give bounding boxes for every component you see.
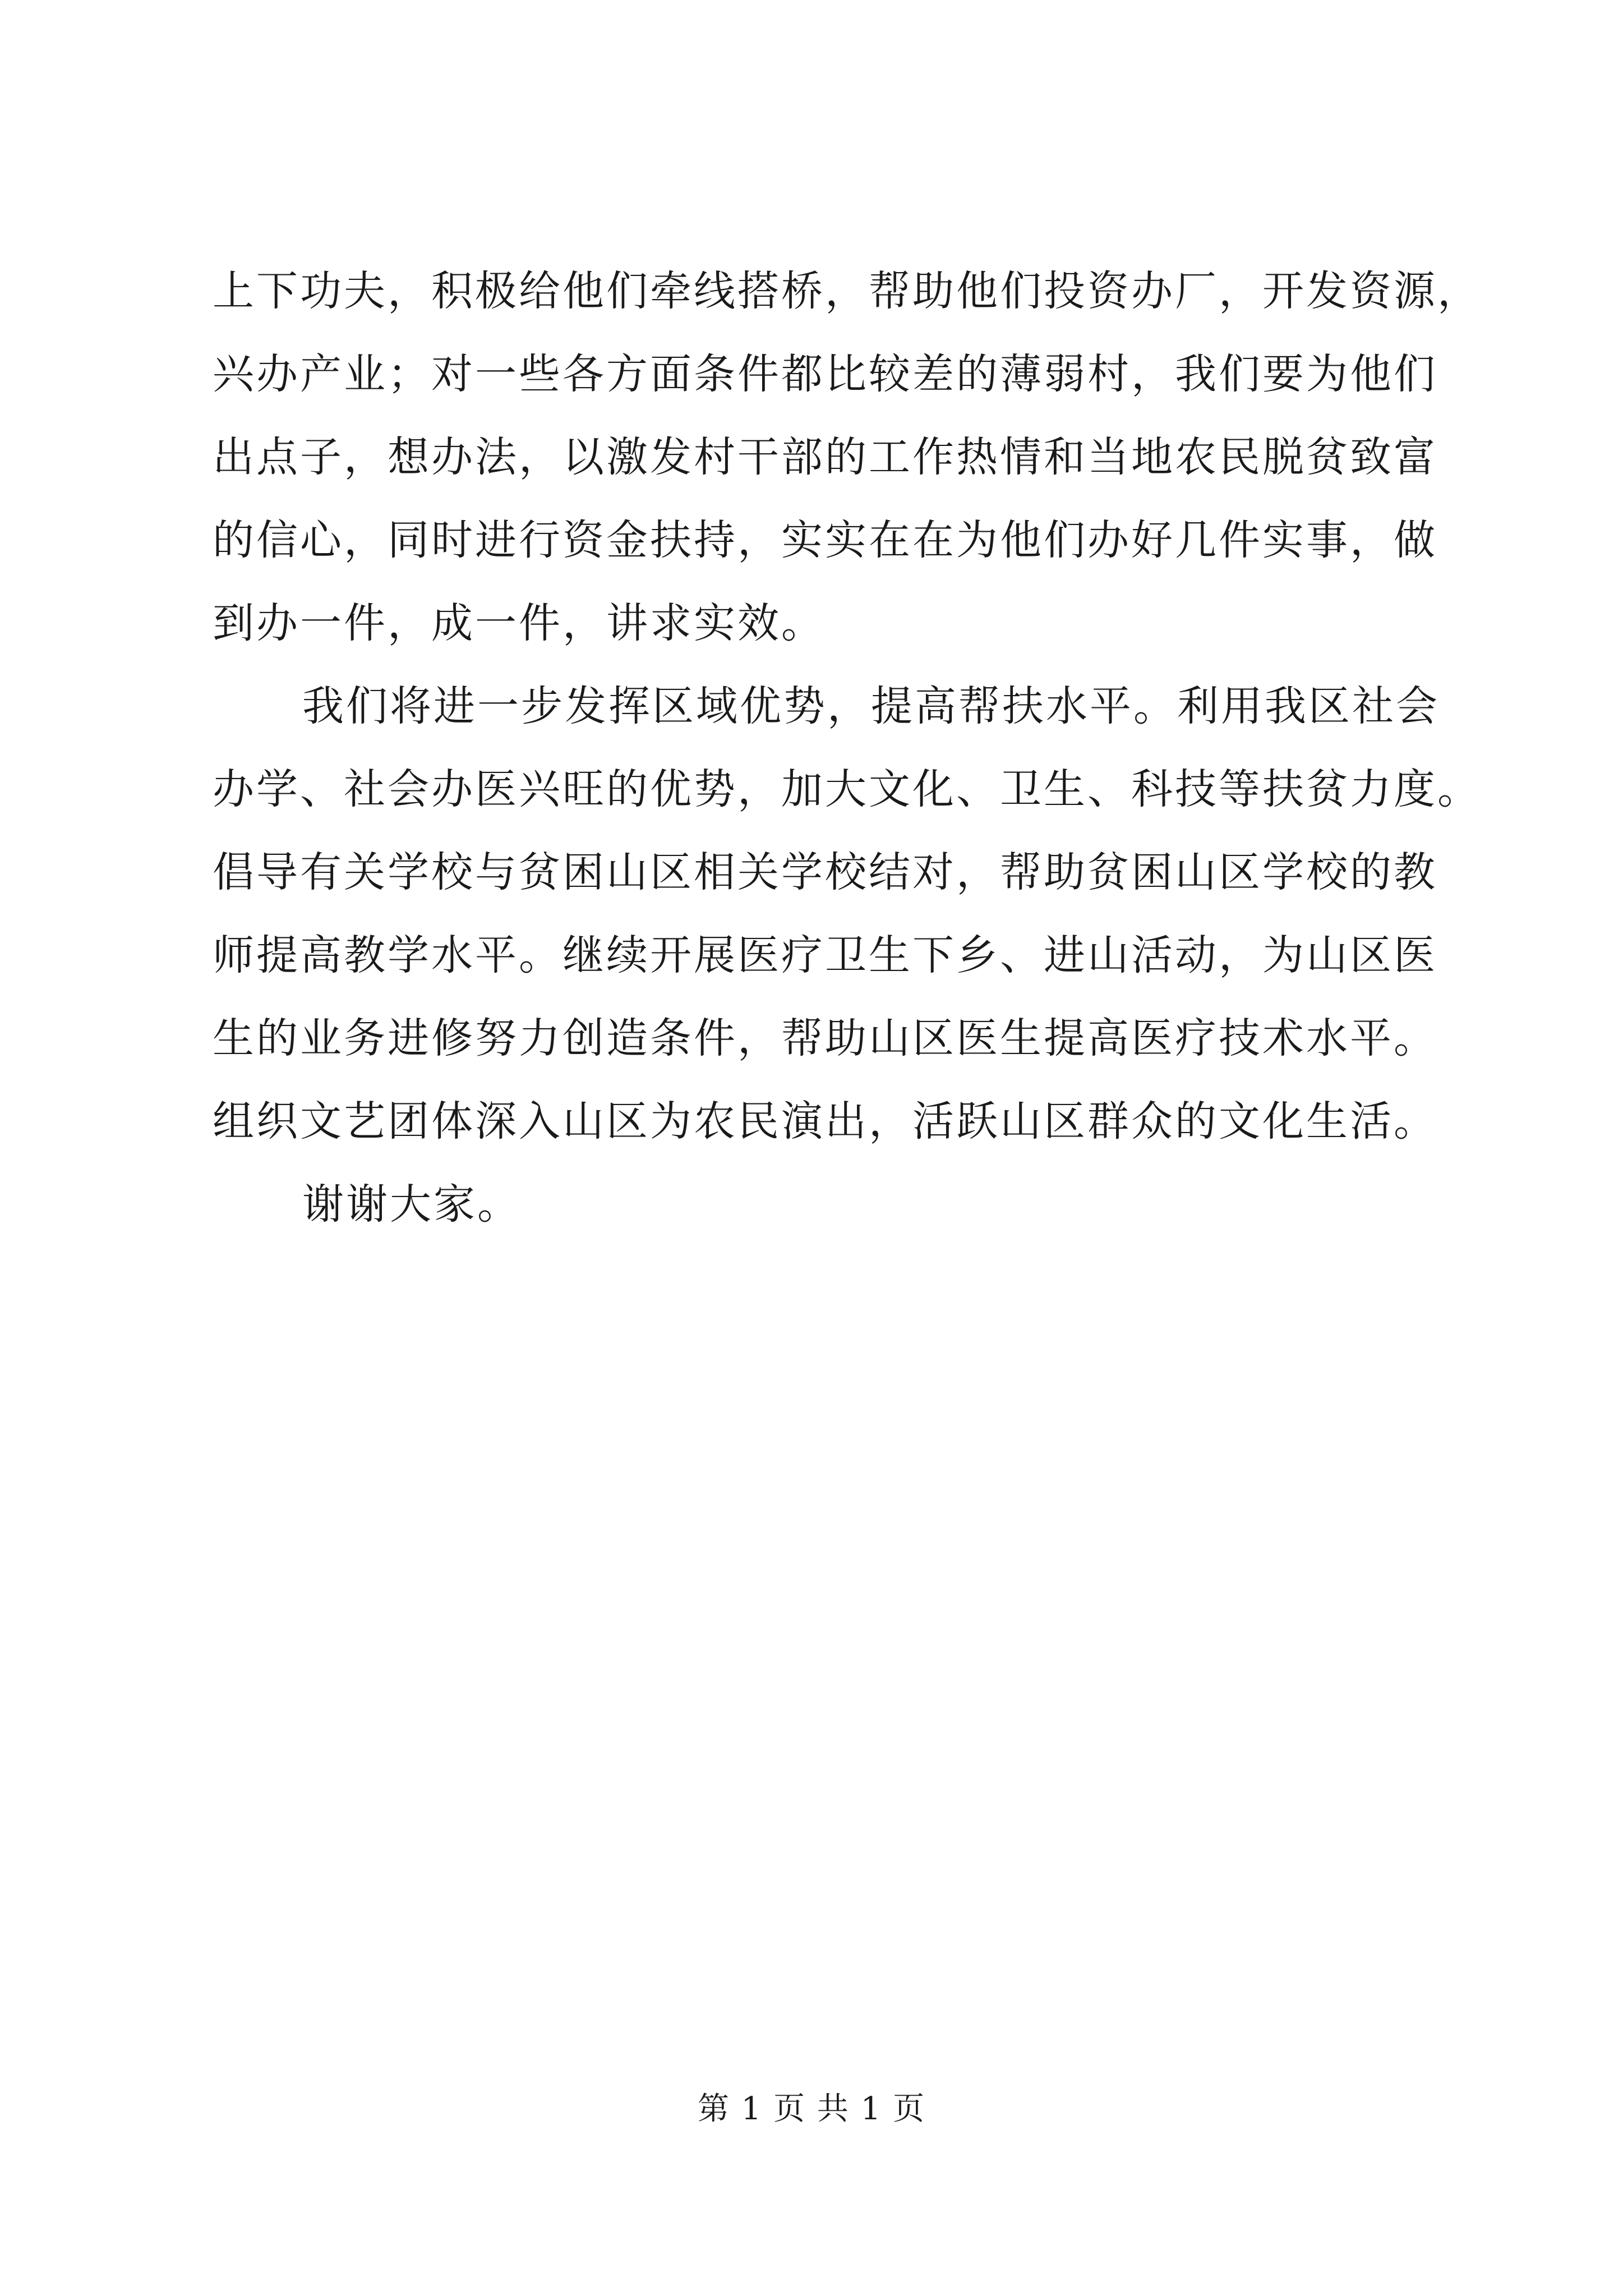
paragraph-1-line-4: 的信心，同时进行资金扶持，实实在在为他们办好几件实事，做	[213, 516, 1437, 564]
paragraph-2-line-2: 办学、社会办医兴旺的优势，加大文化、卫生、科技等扶贫力度。	[213, 765, 1481, 813]
closing-line: 谢谢大家。	[302, 1180, 521, 1228]
paragraph-2-line-1: 我们将进一步发挥区域优势，提高帮扶水平。利用我区社会	[302, 682, 1440, 730]
page-number-footer: 第 1 页 共 1 页	[697, 2091, 926, 2127]
paragraph-2-line-6: 组织文艺团体深入山区为农民演出，活跃山区群众的文化生活。	[213, 1097, 1437, 1145]
paragraph-2-line-4: 师提高教学水平。继续开展医疗卫生下乡、进山活动，为山区医	[213, 931, 1437, 979]
paragraph-1-line-3: 出点子，想办法，以激发村干部的工作热情和当地农民脱贫致富	[213, 433, 1437, 481]
paragraph-1-line-1: 上下功夫，积极给他们牵线搭桥，帮助他们投资办厂，开发资源，	[213, 267, 1481, 315]
paragraph-1-line-5: 到办一件，成一件，讲求实效。	[213, 599, 825, 647]
document-body	[213, 250, 1481, 1246]
paragraph-2-line-3: 倡导有关学校与贫困山区相关学校结对，帮助贫困山区学校的教	[213, 848, 1437, 896]
paragraph-1-line-2: 兴办产业；对一些各方面条件都比较差的薄弱村，我们要为他们	[213, 350, 1437, 398]
paragraph-2-line-5: 生的业务进修努力创造条件，帮助山区医生提高医疗技术水平。	[213, 1014, 1437, 1062]
